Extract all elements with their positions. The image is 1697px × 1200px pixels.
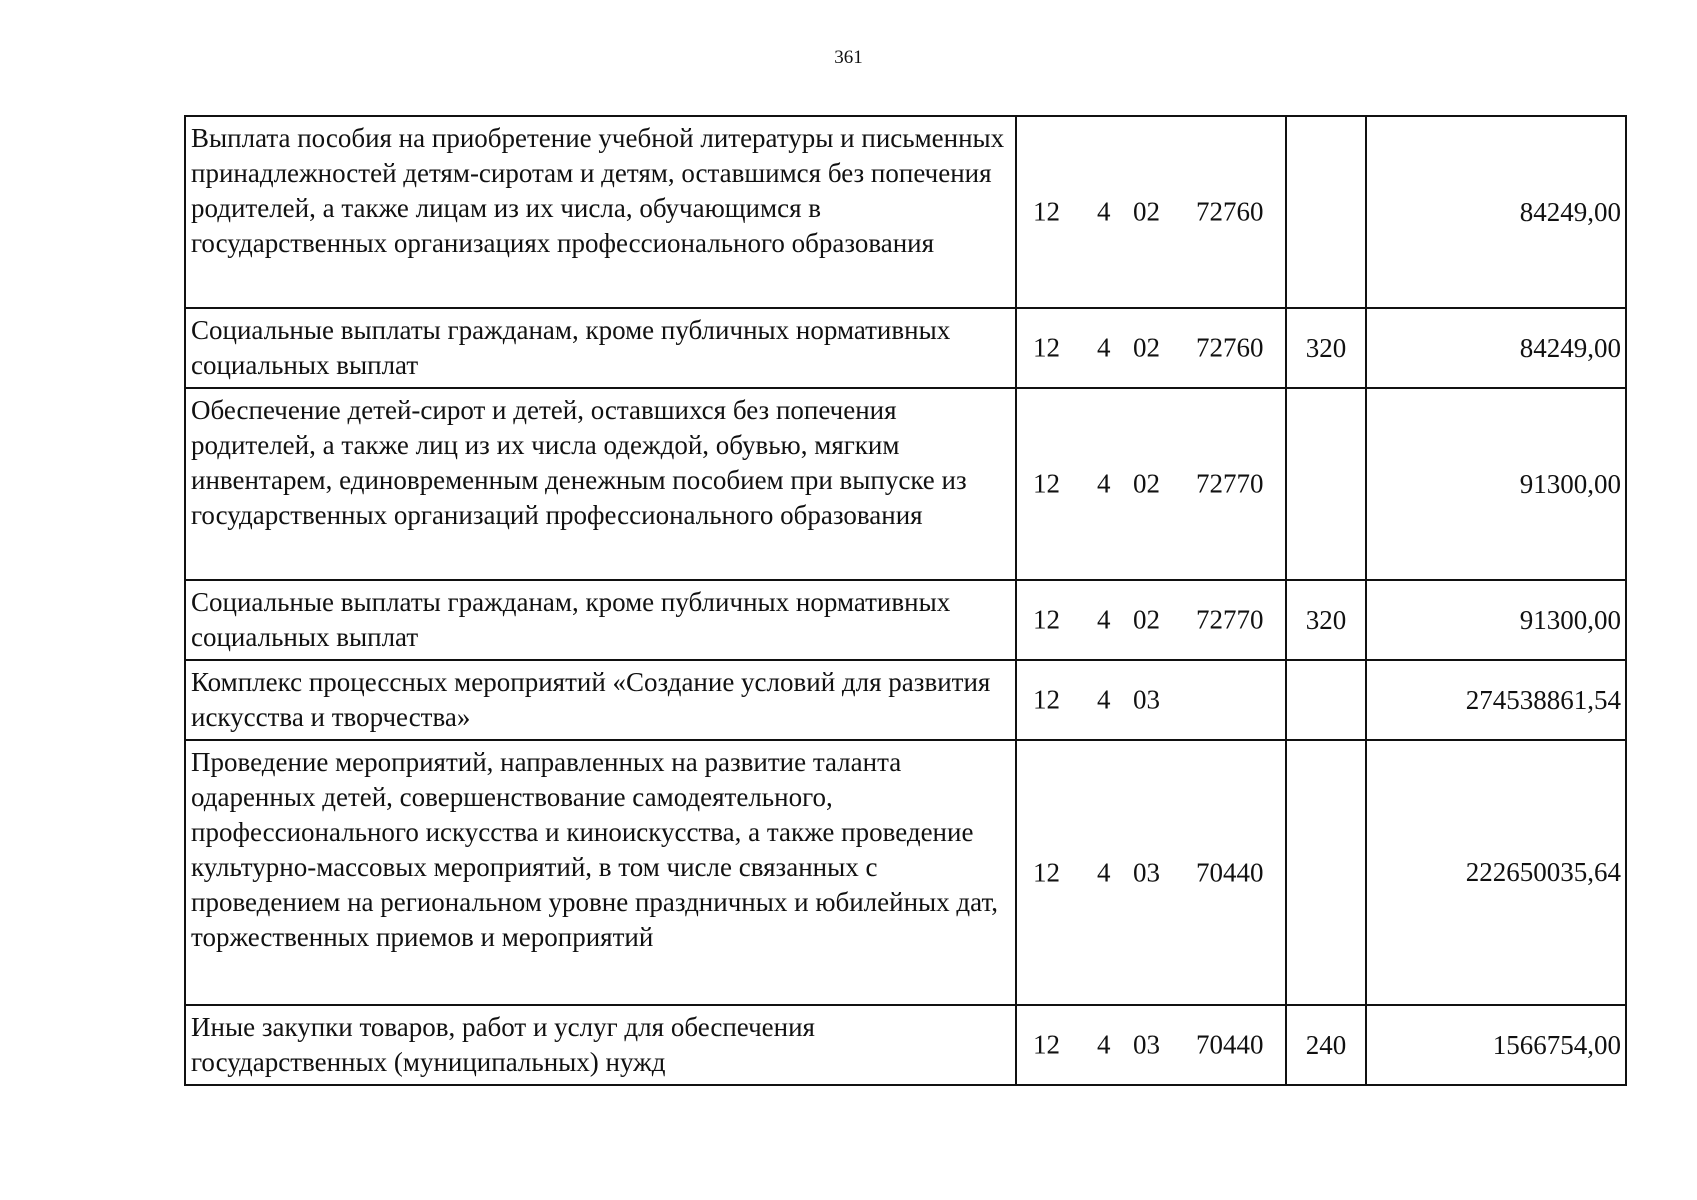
row-codes <box>1016 660 1286 740</box>
row-codes <box>1016 580 1286 660</box>
row-name: Социальные выплаты гражданам, кроме публичных нормативных социальных выплат <box>185 580 1016 660</box>
code-section: 12 <box>1033 332 1060 363</box>
row-amount: 84249,00 <box>1366 116 1626 308</box>
row-codes <box>1016 308 1286 388</box>
row-expense-type: 240 <box>1286 1005 1366 1085</box>
code-section: 12 <box>1033 857 1060 887</box>
code-program: 4 <box>1097 857 1111 887</box>
row-expense-type <box>1286 116 1366 308</box>
table-row <box>185 116 1626 308</box>
row-codes <box>1016 388 1286 580</box>
row-amount: 222650035,64 <box>1366 740 1626 1005</box>
table-row <box>185 740 1626 1005</box>
code-program: 4 <box>1097 604 1111 635</box>
code-program: 4 <box>1097 1029 1111 1060</box>
code-program: 4 <box>1097 468 1111 499</box>
row-expense-type: 320 <box>1286 308 1366 388</box>
code-subprogram: 03 <box>1133 1029 1160 1060</box>
code-subprogram: 02 <box>1133 196 1160 227</box>
code-section: 12 <box>1033 604 1060 635</box>
row-expense-type <box>1286 388 1366 580</box>
code-subprogram: 03 <box>1133 684 1160 715</box>
table-row <box>185 580 1626 660</box>
table-row <box>185 308 1626 388</box>
table-row <box>185 388 1626 580</box>
code-direction: 70440 <box>1196 857 1264 887</box>
row-name: Иные закупки товаров, работ и услуг для обеспечения государственных (муниципальных) нужд <box>185 1005 1016 1085</box>
code-direction: 72770 <box>1196 468 1264 499</box>
code-subprogram: 02 <box>1133 604 1160 635</box>
code-program: 4 <box>1097 684 1111 715</box>
row-amount: 91300,00 <box>1366 580 1626 660</box>
row-amount: 274538861,54 <box>1366 660 1626 740</box>
row-codes <box>1016 740 1286 1005</box>
row-expense-type: 320 <box>1286 580 1366 660</box>
row-codes <box>1016 1005 1286 1085</box>
code-section: 12 <box>1033 684 1060 715</box>
code-section: 12 <box>1033 196 1060 227</box>
code-section: 12 <box>1033 1029 1060 1060</box>
code-section: 12 <box>1033 468 1060 499</box>
row-name: Обеспечение детей-сирот и детей, оставшихся без попечения родителей, а также лиц из их числа одеждой, обувью, мягким инвентарем, единовременным денежным пособием при выпуске из государственных организаций профессионального образования <box>185 388 1016 580</box>
code-direction: 72770 <box>1196 604 1264 635</box>
table-row <box>185 1005 1626 1085</box>
row-expense-type <box>1286 740 1366 1005</box>
page-number: 361 <box>834 47 863 68</box>
row-amount: 84249,00 <box>1366 308 1626 388</box>
table-row <box>185 660 1626 740</box>
row-expense-type <box>1286 660 1366 740</box>
row-codes <box>1016 116 1286 308</box>
row-name: Комплекс процессных мероприятий «Создание условий для развития искусства и творчества» <box>185 660 1016 740</box>
row-amount: 1566754,00 <box>1366 1005 1626 1085</box>
row-name: Выплата пособия на приобретение учебной литературы и письменных принадлежностей детям-сиротам и детям, оставшимся без попечения родителей, а также лицам из их числа, обучающимся в государственных организациях профессионального образования <box>185 116 1016 308</box>
row-amount: 91300,00 <box>1366 388 1626 580</box>
code-direction: 72760 <box>1196 196 1264 227</box>
code-subprogram: 03 <box>1133 857 1160 887</box>
code-program: 4 <box>1097 332 1111 363</box>
code-subprogram: 02 <box>1133 468 1160 499</box>
code-program: 4 <box>1097 196 1111 227</box>
code-direction: 70440 <box>1196 1029 1264 1060</box>
table-body <box>185 116 1626 1085</box>
row-name: Проведение мероприятий, направленных на развитие таланта одаренных детей, совершенствование самодеятельного, профессионального искусства и киноискусства, а также проведение культурно-массовых мероприятий, в том числе связанных с проведением на региональном уровне праздничных и юбилейных дат, торжественных приемов и мероприятий <box>185 740 1016 1005</box>
budget-table <box>184 115 1627 1086</box>
code-direction: 72760 <box>1196 332 1264 363</box>
code-subprogram: 02 <box>1133 332 1160 363</box>
row-name: Социальные выплаты гражданам, кроме публичных нормативных социальных выплат <box>185 308 1016 388</box>
